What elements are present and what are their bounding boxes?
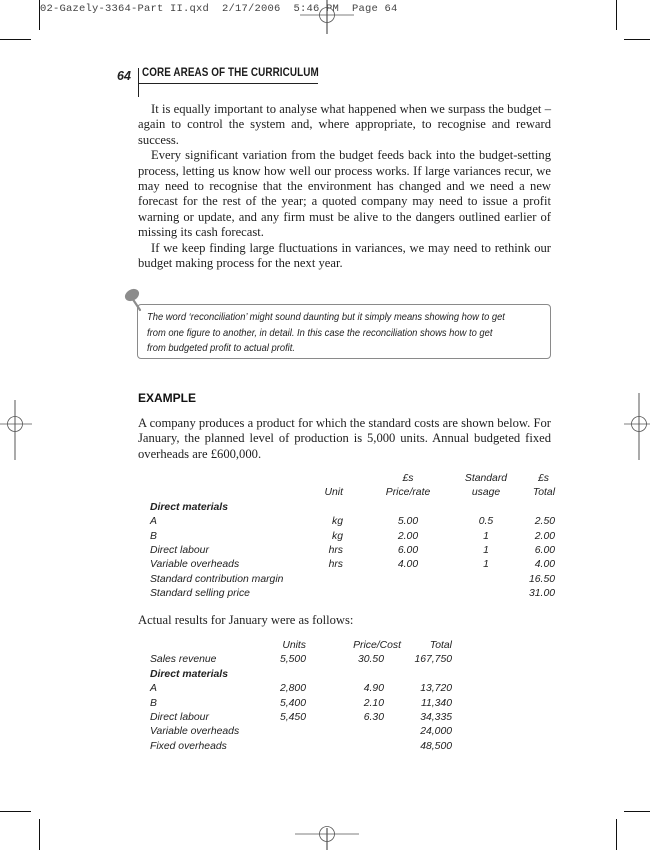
paragraph: A company produces a product for which the standard costs are shown below. For January, the planned level of production is 5,000 units. Annual budgeted fixed overheads are £600,000. [138, 416, 551, 461]
paragraph: Actual results for January were as follows: [138, 613, 354, 627]
table-header-row [150, 472, 555, 486]
row-label: B [150, 697, 157, 709]
table-header-row [150, 486, 555, 500]
table-row [150, 682, 452, 696]
column-header: Units [282, 640, 306, 651]
usage-cell: 0.5 [478, 516, 494, 528]
unit-cell: hrs [328, 559, 343, 571]
row-label: Fixed overheads [150, 740, 227, 752]
units-cell: 5,400 [279, 697, 306, 709]
total-cell: 11,340 [420, 697, 452, 709]
row-label: Direct materials [150, 668, 228, 680]
registration-mark-bottom-icon [295, 810, 365, 850]
table-row [150, 725, 452, 739]
price-cell: 6.30 [363, 712, 384, 724]
crop-mark-tl-horizontal [0, 39, 31, 40]
page-number: 64 [117, 69, 131, 83]
units-cell: 5,450 [279, 712, 306, 724]
row-label: Standard selling price [150, 588, 250, 600]
total-cell: 6.00 [534, 545, 556, 557]
total-cell: 34,335 [420, 712, 452, 724]
units-cell: 2,800 [279, 683, 306, 695]
header-rule [138, 83, 318, 84]
callout-line: from one figure to another, in detail. In this case the reconciliation shows how to get [147, 327, 493, 339]
total-cell: 2.00 [534, 530, 556, 542]
standard-cost-table [150, 472, 555, 602]
column-header: Total [429, 640, 452, 651]
unit-cell: kg [332, 530, 343, 542]
registration-mark-right-icon [620, 390, 650, 460]
row-label: Sales revenue [150, 654, 217, 666]
paragraph: Every significant variation from the budget feeds back into the budget-setting process, letting us know how well our process works. If large variances recur, we may need to recognise that the environment has changed and we need a new forecast for the rest of the year; a quoted company may need to issue a profit warning or update, and any firm must be alive to the dangers outlined earlier of missing its cash forecast. [138, 148, 551, 240]
table-row [150, 697, 452, 711]
table-row [150, 587, 555, 601]
usage-cell: 1 [483, 545, 489, 557]
callout-box [137, 304, 551, 359]
table-row [150, 573, 555, 587]
row-label: Direct labour [150, 545, 209, 557]
row-label: Variable overheads [150, 559, 240, 571]
price-cell: 2.00 [397, 530, 419, 542]
registration-mark-top-icon [300, 0, 360, 34]
total-cell: 4.00 [534, 559, 556, 571]
example-heading: EXAMPLE [138, 391, 197, 405]
body-text [138, 102, 551, 271]
price-cell: 5.00 [397, 516, 419, 528]
column-header: Standard [464, 473, 508, 484]
price-cell: 4.90 [363, 683, 384, 695]
crop-mark-bl-horizontal [0, 811, 31, 812]
total-cell: 13,720 [420, 683, 452, 695]
example-intro [138, 416, 551, 462]
row-label: Direct labour [150, 712, 209, 724]
price-cell: 30.50 [357, 654, 384, 666]
row-label: Standard contribution margin [150, 573, 284, 585]
table-row [150, 530, 555, 544]
table-row [150, 558, 555, 572]
table-row [150, 544, 555, 558]
crop-mark-bl-vertical [39, 819, 40, 850]
paragraph: It is equally important to analyse what happened when we surpass the budget – again to control the system and, where appropriate, to recognise and reward success. [138, 102, 551, 147]
paragraph: If we keep finding large fluctuations in variances, we may need to rethink our budget making process for the next year. [138, 240, 551, 271]
column-header: £s [538, 473, 550, 484]
price-cell: 6.00 [397, 545, 419, 557]
total-cell: 24,000 [420, 726, 452, 738]
running-title: CORE AREAS OF THE CURRICULUM [142, 67, 319, 79]
print-slug-line: 02-Gazely-3364-Part II.qxd 2/17/2006 5:46 PM Page 64 [40, 3, 398, 15]
column-header: usage [471, 487, 501, 499]
column-header: Price/Cost [353, 640, 401, 651]
callout-text [147, 310, 515, 357]
crop-mark-tr-vertical [616, 0, 617, 30]
price-cell: 2.10 [363, 697, 384, 709]
table-row [150, 501, 555, 515]
table-row [150, 711, 452, 725]
unit-cell: kg [332, 516, 343, 528]
crop-mark-br-vertical [616, 819, 617, 850]
table-row [150, 653, 452, 667]
usage-cell: 1 [483, 530, 489, 542]
column-header: Price/rate [385, 487, 431, 499]
row-label: A [150, 683, 157, 695]
crop-mark-br-horizontal [624, 811, 650, 812]
table-header-row [150, 639, 452, 653]
total-cell: 16.50 [529, 573, 556, 585]
crop-mark-tr-horizontal [624, 39, 650, 40]
table-row [150, 740, 452, 754]
unit-cell: hrs [328, 545, 343, 557]
table-row [150, 668, 452, 682]
column-header: Total [532, 487, 556, 499]
row-label: B [150, 530, 157, 542]
row-label: Variable overheads [150, 726, 240, 738]
total-cell: 31.00 [529, 588, 556, 600]
price-cell: 4.00 [397, 559, 419, 571]
actual-intro [138, 613, 551, 628]
registration-mark-left-icon [0, 390, 34, 460]
callout-line: from budgeted profit to actual profit. [147, 343, 295, 354]
actual-results-table [150, 639, 452, 754]
usage-cell: 1 [483, 559, 489, 571]
row-label: Direct materials [150, 501, 228, 513]
callout-line: The word ‘reconciliation’ might sound daunting but it simply means showing how to get [147, 312, 505, 323]
table-row [150, 515, 555, 529]
row-label: A [150, 516, 157, 528]
column-header: Unit [324, 487, 343, 499]
crop-mark-tl-vertical [39, 0, 40, 30]
total-cell: 2.50 [534, 516, 556, 528]
total-cell: 167,750 [414, 654, 452, 666]
units-cell: 5,500 [279, 654, 306, 666]
column-header: £s [402, 473, 414, 484]
total-cell: 48,500 [420, 740, 452, 752]
